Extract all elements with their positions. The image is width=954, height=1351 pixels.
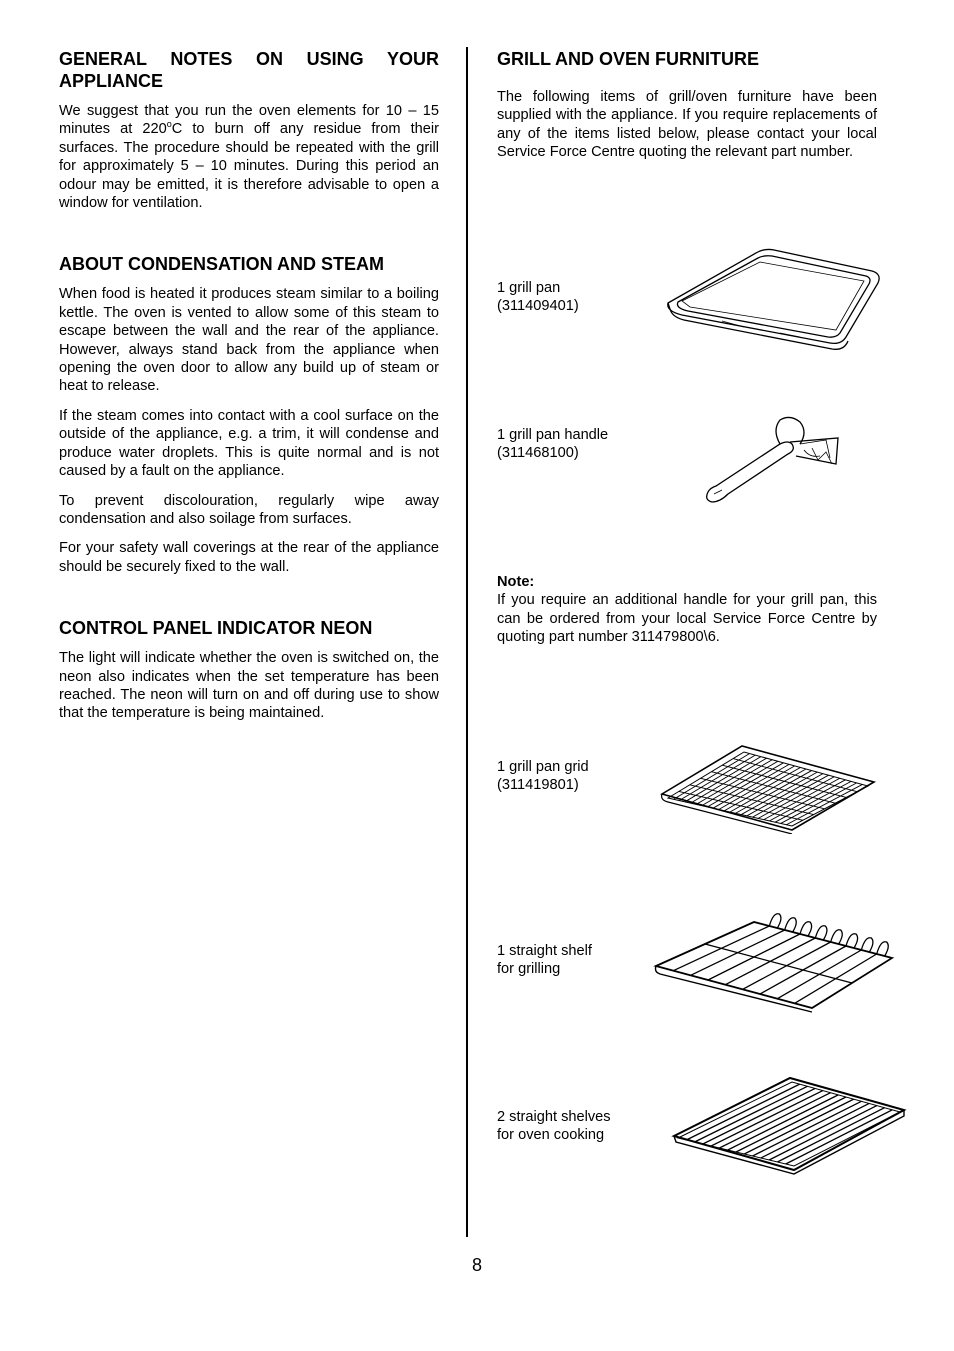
condensation-paragraph: If the steam comes into contact with a cool surface on the outside of the appliance, e.g. a trim, it will condense and produce water droplets. This is quite normal and is not caused by a fault on the appliance.	[59, 407, 439, 480]
item-grill-pan-grid-label: 1 grill pan grid (311419801)	[497, 759, 589, 794]
condensation-paragraph: For your safety wall coverings at the rear of the appliance should be securely fixed to the wall.	[59, 540, 439, 575]
condensation-paragraph: To prevent discolouration, regularly wipe away condensation and also soilage from surfaces.	[59, 492, 439, 527]
indicator-neon-paragraph: The light will indicate whether the oven is switched on, the neon also indicates when the set temperature has been reached. The neon will turn on and off during use to show that the temperature is being maintained.	[59, 650, 439, 722]
item-grill-pan-label: 1 grill pan (311409401)	[497, 280, 579, 315]
note-text: If you require an additional handle for your grill pan, this can be ordered from your local Service Force Centre by quoting part number 311479800\6.	[497, 592, 877, 646]
item-oven-shelf-label: 2 straight shelves for oven cooking	[497, 1109, 611, 1144]
indicator-neon-section	[59, 617, 439, 723]
note-heading: Note:	[497, 574, 535, 590]
left-column	[59, 48, 439, 734]
general-notes-section	[59, 48, 439, 212]
general-notes-heading: GENERAL NOTES ON USING YOUR APPLIANCE	[59, 49, 439, 91]
grill-pan-grid-icon	[658, 742, 880, 834]
furniture-heading: GRILL AND OVEN FURNITURE	[497, 49, 760, 69]
oven-shelf-icon	[670, 1072, 908, 1176]
condensation-paragraph: When food is heated it produces steam similar to a boiling kettle. The oven is vented to allow some of this steam to escape between the wall and the rear of the appliance. However, always stand back from the appliance when opening the oven door to allow any build up of steam or heat to release.	[59, 286, 439, 395]
grill-pan-icon	[660, 245, 886, 350]
general-notes-paragraph: We suggest that you run the oven elements for 10 – 15 minutes at 220$^o$C to burn off any residue from their surfaces. The procedure should be repeated with the grill for approximately 5 – 10 minutes. During this period an odour may be emitted, it is therefore advisable to open a window for ventilation.	[59, 103, 439, 212]
page-number: 8	[471, 1255, 482, 1275]
right-column	[497, 48, 877, 173]
condensation-heading: ABOUT CONDENSATION AND STEAM	[59, 254, 384, 275]
indicator-neon-heading: CONTROL PANEL INDICATOR NEON	[59, 618, 373, 639]
furniture-intro: The following items of grill/oven furniture have been supplied with the appliance. If you require replacements of any of the items listed below, please contact your local Service Force Centre quoting the relevant part number.	[497, 89, 877, 161]
item-grill-pan-handle-label: 1 grill pan handle (311468100)	[497, 427, 609, 462]
grilling-shelf-icon	[652, 908, 898, 1014]
column-divider	[466, 47, 468, 1237]
grill-pan-handle-icon	[700, 414, 842, 508]
handle-note	[497, 573, 877, 647]
condensation-section	[59, 253, 439, 576]
item-grilling-shelf-label: 1 straight shelf for grilling	[497, 943, 592, 978]
